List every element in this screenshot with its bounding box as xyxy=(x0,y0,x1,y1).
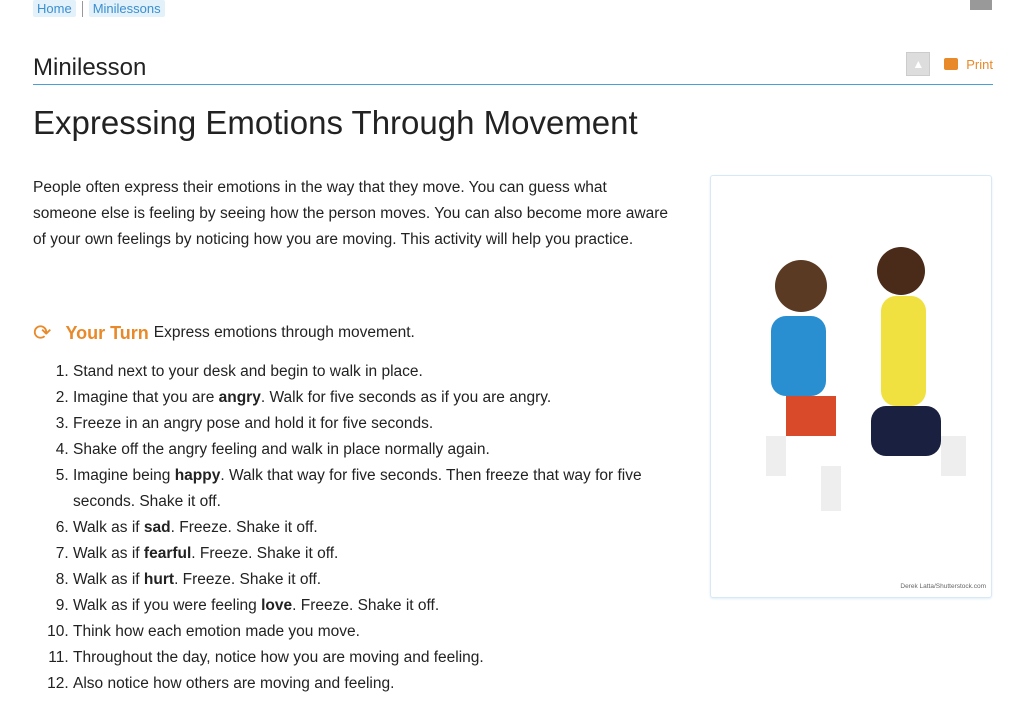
step-text: Walk as if xyxy=(73,545,144,562)
step-item xyxy=(73,359,703,385)
step-text: Think how each emotion made you move. xyxy=(73,623,360,640)
your-turn-label: Your Turn xyxy=(65,322,149,343)
step-text: Throughout the day, notice how you are moving and feeling. xyxy=(73,649,484,666)
breadcrumb-separator xyxy=(82,1,83,17)
step-text: . Freeze. Shake it off. xyxy=(174,571,322,588)
your-turn-text: Express emotions through movement. xyxy=(153,324,415,341)
section-heading: Minilesson xyxy=(33,54,147,81)
print-button[interactable] xyxy=(944,57,993,72)
steps-list xyxy=(33,359,703,697)
emotion-keyword: hurt xyxy=(143,571,175,588)
step-item xyxy=(73,645,703,671)
print-label: Print xyxy=(966,56,993,72)
emotion-keyword: angry xyxy=(218,389,261,406)
intro-text: People often express their emotions in the way that they move. You can guess what someone else is feeling by seeing how the person moves. You can also become more aware of your own feelings by noticing how you are moving. This activity will help you practice. xyxy=(33,179,669,248)
step-item xyxy=(73,463,703,515)
emotion-keyword: love xyxy=(261,597,293,614)
breadcrumb-minilessons[interactable]: Minilessons xyxy=(89,0,165,17)
emotion-keyword: sad xyxy=(143,519,171,536)
step-text: . Freeze. Shake it off. xyxy=(170,519,318,536)
step-item xyxy=(73,593,703,619)
breadcrumb-home[interactable]: Home xyxy=(33,0,76,17)
step-item xyxy=(73,385,703,411)
step-text: Imagine that you are xyxy=(73,389,219,406)
step-item xyxy=(73,619,703,645)
step-text: Walk as if xyxy=(73,571,144,588)
step-item xyxy=(73,541,703,567)
photo-frame xyxy=(710,175,992,598)
printer-icon xyxy=(944,58,958,70)
step-text: Shake off the angry feeling and walk in place normally again. xyxy=(73,441,490,458)
step-item xyxy=(73,567,703,593)
step-item xyxy=(73,671,703,697)
step-text: Imagine being xyxy=(73,467,175,484)
your-turn xyxy=(33,320,415,346)
step-item xyxy=(73,515,703,541)
step-text: Freeze in an angry pose and hold it for five seconds. xyxy=(73,415,434,432)
photo-credit: Derek Latta/Shutterstock.com xyxy=(900,583,986,590)
page-title: Expressing Emotions Through Movement xyxy=(33,104,638,141)
step-text: . Walk that way for five seconds. Then freeze that way for five seconds. Shake it off. xyxy=(73,467,642,510)
photo-girls-jumping xyxy=(741,236,981,536)
step-item xyxy=(73,411,703,437)
image-toggle-icon[interactable]: ▲ xyxy=(906,52,930,76)
emotion-keyword: fearful xyxy=(143,545,192,562)
emotion-keyword: happy xyxy=(174,467,221,484)
refresh-icon: ⟳ xyxy=(33,320,52,345)
divider xyxy=(33,84,993,85)
step-text: Stand next to your desk and begin to walk in place. xyxy=(73,363,423,380)
step-text: . Walk for five seconds as if you are angry. xyxy=(260,389,552,406)
step-item xyxy=(73,437,703,463)
step-text: Walk as if you were feeling xyxy=(73,597,262,614)
step-text: Also notice how others are moving and feeling. xyxy=(73,675,395,692)
step-text: . Freeze. Shake it off. xyxy=(292,597,440,614)
breadcrumb xyxy=(33,0,165,17)
corner-icon[interactable] xyxy=(970,0,992,10)
step-text: Walk as if xyxy=(73,519,144,536)
step-text: . Freeze. Shake it off. xyxy=(191,545,339,562)
